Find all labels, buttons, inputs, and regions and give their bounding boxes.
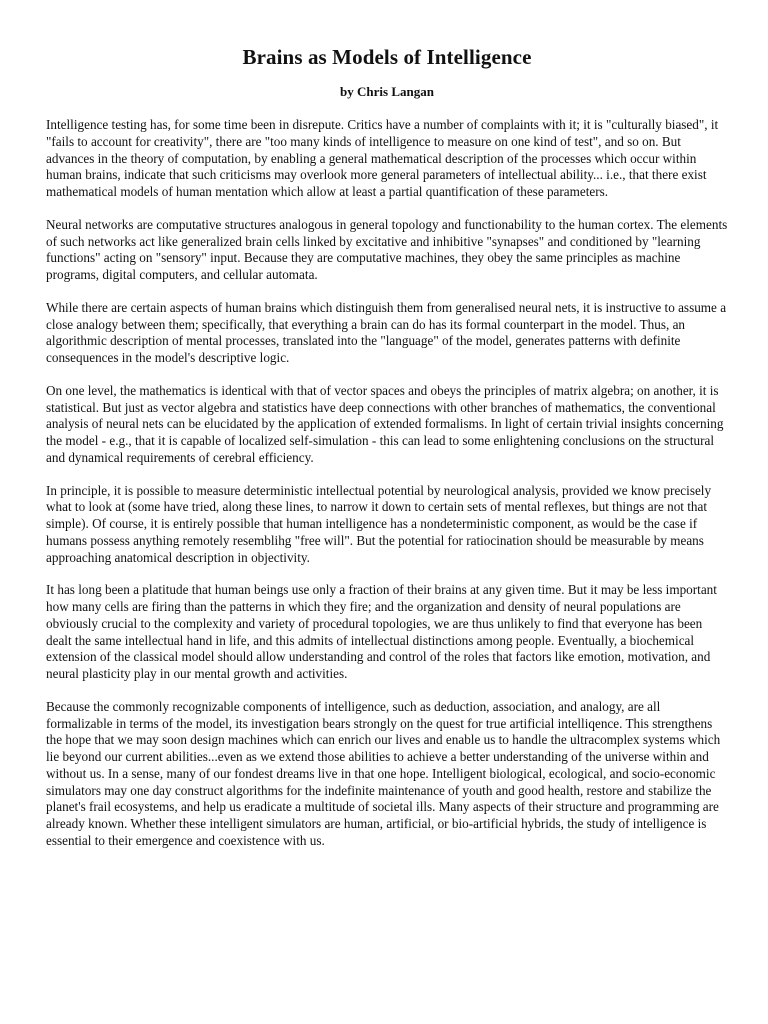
paragraph-1: Intelligence testing has, for some time been in disrepute. Critics have a number of complaints with it; it is "culturally biased", it "fails to account for creativity", there are "too many kinds of intelligence to measure on one kind of test", and so on. But advances in the theory of computation, by enabling a general mathematical description of the processes which occur within human brains, indicate that such criticisms may overlook more general parameters of intellectual ability... i.e., that there exist mathematical models of human mentation which allow at least a partial quantification of these parameters.	[46, 117, 719, 199]
paragraph-3: While there are certain aspects of human brains which distinguish them from generalised neural nets, it is instructive to assume a close analogy between them; specifically, that everything a brain can do has its formal counterpart in the model. Thus, an algorithmic description of mental processes, translated into the "language" of the model, generates patterns with definite consequences in the model's descriptive logic.	[46, 299, 727, 365]
paragraph-6: It has long been a platitude that human beings use only a fraction of their brains at any given time. But it may be less important how many cells are firing than the patterns in which they fire; and the organization and density of neural populations are obviously crucial to the complexity and variety of procedural topologies, we are thus unlikely to find that everyone has been dealt the same intellectual hand in life, and this admits of intellectual distinctions among people. Eventually, a biochemical extension of the classical model should allow understanding and control of the roles that factors like emotion, motivation, and neural plasticity play in our mental growth and activities.	[46, 582, 717, 681]
paragraph-4: On one level, the mathematics is identical with that of vector spaces and obeys the principles of matrix algebra; on another, it is statistical. But just as vector algebra and statistics have deep connections with other branches of mathematics, the conventional analysis of neural nets can be elucidated by the application of extended formalisms. In light of certain trivial insights concerning the model - e.g., that it is capable of localized self-simulation - this can lead to some enlightening conclusions on the structural and dynamical requirements of cerebral efficiency.	[46, 382, 724, 465]
paragraph-7: Because the commonly recognizable components of intelligence, such as deduction, association, and analogy, are all formalizable in terms of the model, its investigation bears strongly on the quest for true artificial intelliqence. This strengthens the hope that we may soon design machines which can enrich our lives and enable us to handle the ultracomplex systems which lie beyond our current abilities...even as we extend those abilities to achieve a better understanding of the universe within and without us. In a sense, many of our fondest dreams live in that one hope. Intelligent biological, ecological, and socio-economic simulators may one day construct algorithms for the indefinite maintenance of youth and good health, restore and stabilize the planet's frail ecosystems, and help us eradicate a multitude of societal ills. Many aspects of their structure and programming are already known. Whether these intelligent simulators are human, artificial, or bio-artificial hybrids, the study of intelligence is essential to their emergence and coexistence with us.	[46, 698, 721, 848]
document-title: Brains as Models of Intelligence	[242, 45, 532, 69]
paragraph-2: Neural networks are computative structures analogous in general topology and functionability to the human cortex. The elements of such networks act like generalized brain cells linked by excitative and inhibitive "synapses" and conditioned by "learning functions" acting on "sensory" input. Because they are computative machines, they obey the same principles as machine programs, digital computers, and cellular automata.	[46, 216, 728, 282]
paragraph-5: In principle, it is possible to measure deterministic intellectual potential by neurological analysis, provided we know precisely what to look at (some have tried, along these lines, to narrow it down to certain sets of mental reflexes, but things are not that simple). Of course, it is entirely possible that human intelligence has a nondeterministic component, as would be the case if humans possess anything remotely resemblihg "free will". But the potential for ratiocination should be measurable by means approaching anatomical description in objectivity.	[46, 482, 712, 565]
article-body	[46, 117, 728, 850]
author-byline: by Chris Langan	[340, 84, 434, 99]
